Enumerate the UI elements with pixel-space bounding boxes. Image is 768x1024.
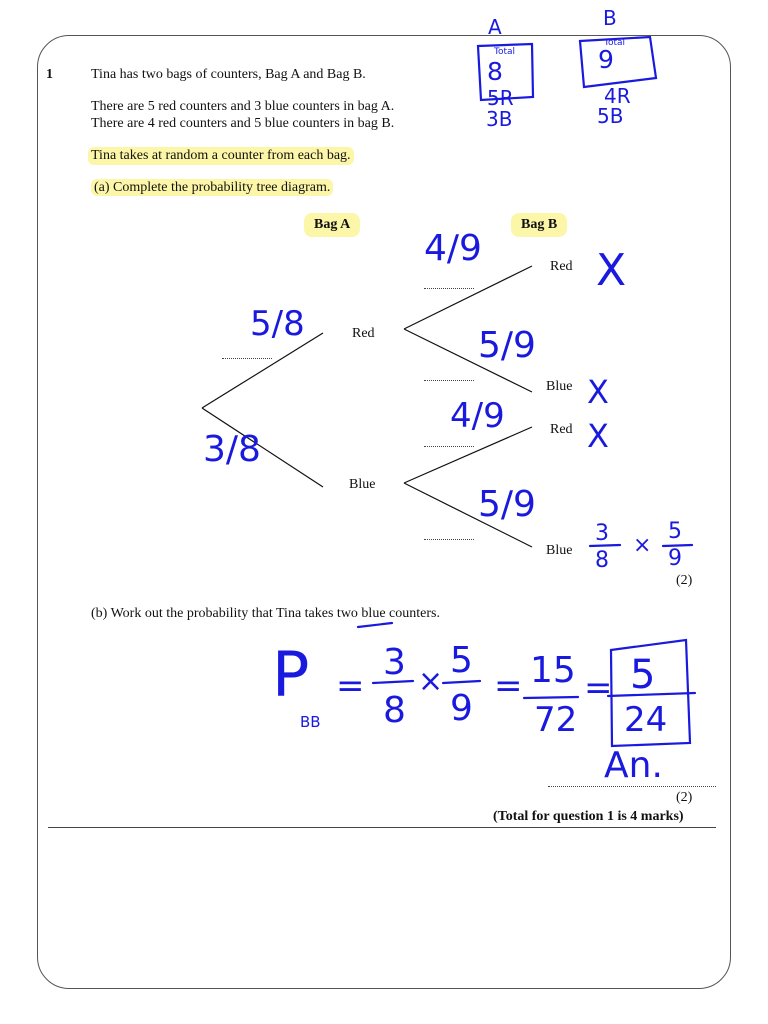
hw-bag-b-blue: 5B (597, 104, 624, 128)
tree-label-a-red: Red (352, 326, 375, 341)
bottom-rule (48, 827, 716, 828)
hw-bb-den-1: 8 (595, 548, 609, 573)
part-b-text: (b) Work out the probability that Tina takes two blue counters. (91, 606, 440, 621)
tree-label-a-blue: Blue (349, 477, 376, 492)
hw-bag-a-blue: 3B (486, 107, 513, 131)
part-a-text: (a) Complete the probability tree diagram. (91, 179, 333, 196)
hw-equals-2: = (494, 666, 523, 706)
hw-prob-b-blue-1: 5/9 (478, 325, 536, 366)
bag-a-info: There are 5 red counters and 3 blue counters in bag A. (91, 99, 395, 114)
answer-line-b-blue-2 (424, 539, 474, 540)
hw-prob-b-red-1: 4/9 (424, 228, 482, 269)
tree-header-bag-a: Bag A (304, 213, 360, 237)
hw-bb-times: × (633, 533, 652, 558)
hw-answer-denominator: 24 (624, 700, 668, 740)
marks-part-a: (2) (676, 573, 693, 588)
hw-prob-b-blue-2: 5/9 (478, 484, 536, 525)
hw-f3-numerator: 15 (530, 650, 576, 691)
total-marks: (Total for question 1 is 4 marks) (493, 809, 684, 824)
hw-bag-a-total-label: Total (494, 47, 516, 57)
tree-header-bag-b: Bag B (511, 213, 567, 237)
answer-line-b-red-1 (424, 288, 474, 289)
hw-prob-b-red-2: 4/9 (450, 396, 505, 436)
action-text: Tina takes at random a counter from each bag. (88, 147, 354, 165)
answer-line-b-red-2 (424, 446, 474, 447)
intro-text: Tina has two bags of counters, Bag A and Bag B. (91, 67, 366, 82)
hw-f1-numerator: 3 (383, 642, 406, 683)
answer-line-part-b (548, 786, 716, 787)
hw-cross-2: X (587, 373, 609, 411)
hw-bag-b-total: 9 (598, 45, 614, 74)
bag-b-info: There are 4 red counters and 5 blue counters in bag B. (91, 116, 395, 131)
hw-times: × (418, 664, 444, 699)
hw-bag-a-letter: A (488, 15, 502, 39)
hw-prob-a-red: 5/8 (250, 304, 305, 344)
hw-f3-denominator: 72 (534, 700, 578, 740)
hw-bb-den-2: 9 (668, 546, 682, 571)
hw-equals-1: = (336, 666, 365, 706)
hw-bag-b-red: 4R (604, 84, 631, 108)
hw-prob-a-blue: 3/8 (203, 429, 261, 470)
hw-bag-a-total: 8 (487, 57, 503, 86)
hw-answer-label: An. (604, 745, 663, 786)
question-number: 1 (46, 67, 53, 82)
hw-equals-3: = (584, 668, 613, 708)
hw-answer-numerator: 5 (630, 652, 656, 698)
hw-p-subscript: BB (300, 713, 321, 731)
hw-bb-num-1: 3 (595, 521, 609, 546)
answer-line-a-red (222, 358, 272, 359)
hw-cross-3: X (587, 417, 609, 455)
marks-part-b: (2) (676, 790, 693, 805)
hw-bag-b-letter: B (603, 6, 617, 30)
hw-p-letter: P (272, 638, 310, 711)
tree-label-b-blue-1: Blue (546, 379, 573, 394)
hw-bag-a-red: 5R (487, 86, 514, 110)
tree-label-b-red-2: Red (550, 422, 573, 437)
hw-bb-num-2: 5 (668, 519, 682, 544)
tree-label-b-blue-2: Blue (546, 543, 573, 558)
answer-line-b-blue-1 (424, 380, 474, 381)
hw-bag-b-total-label: Total (604, 38, 626, 48)
part-a-prompt (91, 180, 333, 196)
hw-cross-1: X (596, 245, 627, 296)
hw-f2-denominator: 9 (450, 688, 473, 729)
tree-label-b-red-1: Red (550, 259, 573, 274)
hw-f2-numerator: 5 (450, 640, 473, 681)
hw-f1-denominator: 8 (383, 690, 406, 731)
